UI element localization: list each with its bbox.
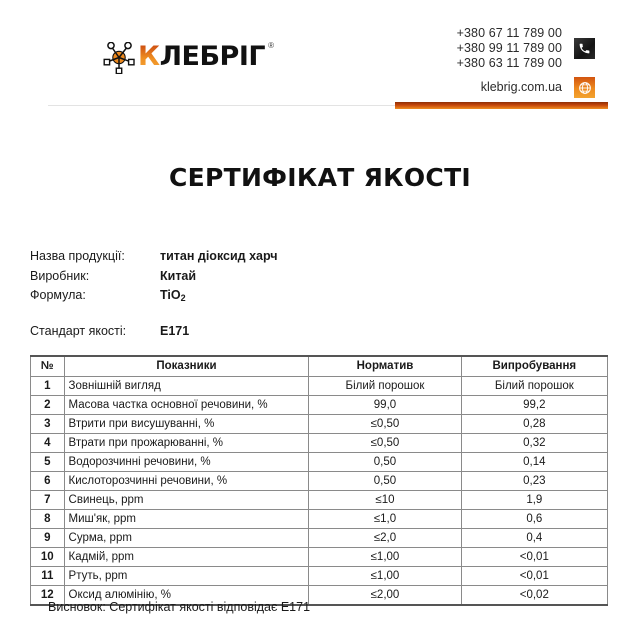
product-info-block: [30, 247, 278, 341]
column-header-test-result: Випробування: [461, 356, 607, 377]
cell-number: 8: [31, 510, 65, 529]
table-header: [31, 356, 608, 377]
globe-icon: [574, 77, 595, 98]
cell-standard: ≤2,0: [309, 529, 461, 548]
formula-base: TiO: [160, 288, 181, 302]
cell-test-result: 0,4: [461, 529, 607, 548]
table-row: [31, 510, 608, 529]
cell-number: 3: [31, 415, 65, 434]
specification-table-container: [30, 355, 608, 606]
info-row-manufacturer: [30, 267, 278, 287]
table-row: [31, 396, 608, 415]
header-accent-bar: [395, 102, 608, 109]
column-header-indicator: Показники: [64, 356, 309, 377]
cell-standard: ≤1,0: [309, 510, 461, 529]
table-row: [31, 491, 608, 510]
cell-number: 4: [31, 434, 65, 453]
column-header-number: №: [31, 356, 65, 377]
logo-text-main: ЛЕБРІГ: [159, 41, 266, 72]
cell-standard: ≤0,50: [309, 434, 461, 453]
info-row-quality-standard: [30, 322, 278, 342]
phone-icon: [574, 38, 595, 59]
website-url[interactable]: klebrig.com.ua: [480, 80, 562, 94]
info-label: Стандарт якості:: [30, 323, 127, 338]
cell-standard: ≤0,50: [309, 415, 461, 434]
cell-standard: 99,0: [309, 396, 461, 415]
table-row: [31, 415, 608, 434]
info-value: Е171: [160, 323, 190, 338]
cell-test-result: <0,01: [461, 567, 607, 586]
cell-test-result: 0,14: [461, 453, 607, 472]
info-label: Назва продукції:: [30, 249, 125, 263]
table-row: [31, 548, 608, 567]
company-logo[interactable]: [103, 41, 275, 74]
cell-number: 2: [31, 396, 65, 415]
cell-standard: Білий порошок: [309, 377, 461, 396]
cell-test-result: 1,9: [461, 491, 607, 510]
cell-indicator: Кислоторозчинні речовини, %: [64, 472, 309, 491]
cell-standard: ≤1,00: [309, 567, 461, 586]
cell-number: 12: [31, 586, 65, 606]
phone-number[interactable]: +380 63 11 789 00: [456, 56, 562, 71]
table-row: [31, 453, 608, 472]
cell-indicator: Свинець, ppm: [64, 491, 309, 510]
cell-indicator: Кадмій, ppm: [64, 548, 309, 567]
molecule-icon: [103, 42, 137, 74]
cell-test-result: <0,01: [461, 548, 607, 567]
phone-number[interactable]: +380 67 11 789 00: [456, 26, 562, 40]
conclusion-text: Висновок: Сертифікат якості відповідає Е171: [48, 600, 311, 614]
cell-standard: 0,50: [309, 453, 461, 472]
cell-test-result: <0,02: [461, 586, 607, 606]
table-row: [31, 567, 608, 586]
cell-number: 6: [31, 472, 65, 491]
table-header-row: [31, 356, 608, 377]
cell-test-result: 0,23: [461, 472, 607, 491]
cell-standard: ≤1,00: [309, 548, 461, 567]
logo-text-accent: К: [138, 41, 160, 72]
cell-number: 9: [31, 529, 65, 548]
globe-glyph: [578, 81, 592, 95]
cell-number: 5: [31, 453, 65, 472]
cell-indicator: Сурма, ppm: [64, 529, 309, 548]
table-row: [31, 472, 608, 491]
cell-test-result: 0,32: [461, 434, 607, 453]
cell-number: 1: [31, 377, 65, 396]
phone-number[interactable]: +380 99 11 789 00: [456, 41, 562, 56]
cell-number: 11: [31, 567, 65, 586]
cell-test-result: 0,6: [461, 510, 607, 529]
cell-standard: ≤2,00: [309, 586, 461, 606]
cell-number: 7: [31, 491, 65, 510]
cell-standard: 0,50: [309, 472, 461, 491]
info-value: титан діоксид харч: [160, 249, 278, 263]
cell-indicator: Зовнішній вигляд: [64, 377, 309, 396]
cell-number: 10: [31, 548, 65, 567]
table-body: [31, 377, 608, 606]
info-value: Китай: [160, 268, 197, 283]
info-value: [160, 286, 186, 307]
info-label: Формула:: [30, 288, 86, 302]
cell-test-result: Білий порошок: [461, 377, 607, 396]
contact-phone-list: [457, 26, 562, 72]
cell-indicator: Ртуть, ppm: [64, 567, 309, 586]
registered-trademark-icon: ®: [268, 41, 275, 50]
cell-indicator: Масова частка основної речовини, %: [64, 396, 309, 415]
cell-test-result: 99,2: [461, 396, 607, 415]
page-title: СЕРТИФІКАТ ЯКОСТІ: [168, 163, 472, 192]
column-header-standard: Норматив: [309, 356, 461, 377]
info-label: Виробник:: [30, 268, 90, 283]
phone-glyph: [578, 42, 591, 55]
header-divider-line: [48, 105, 395, 106]
cell-indicator: Втрати при прожарюванні, %: [64, 434, 309, 453]
specification-table: [30, 355, 608, 606]
table-row: [31, 529, 608, 548]
info-row-formula: [30, 286, 278, 307]
page-header: [0, 0, 640, 110]
cell-indicator: Миш'як, ppm: [64, 510, 309, 529]
cell-indicator: Оксид алюмінію, %: [64, 586, 309, 606]
cell-standard: ≤10: [309, 491, 461, 510]
info-row-product-name: [30, 247, 278, 267]
table-row: [31, 434, 608, 453]
cell-indicator: Втрити при висушуванні, %: [64, 415, 309, 434]
cell-test-result: 0,28: [461, 415, 607, 434]
table-row: [31, 377, 608, 396]
formula-subscript: 2: [180, 293, 186, 303]
cell-indicator: Водорозчинні речовини, %: [64, 453, 309, 472]
